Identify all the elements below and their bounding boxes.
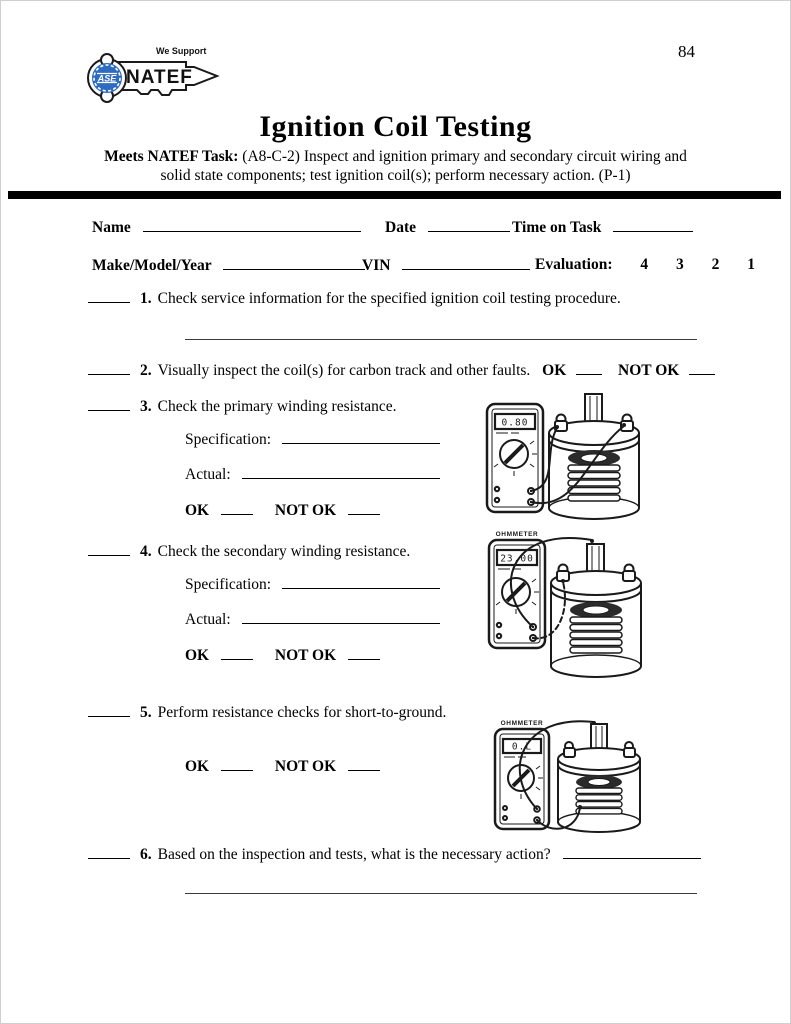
logo-support-text: We Support: [156, 46, 207, 56]
step-4-text: Check the secondary winding resistance.: [157, 543, 411, 560]
step-2-check-blank[interactable]: [88, 361, 130, 375]
step-5-ok-blank[interactable]: [221, 757, 253, 771]
step-3-check-blank[interactable]: [88, 397, 130, 411]
make-model-year-blank[interactable]: [223, 256, 365, 270]
page-number: 84: [678, 42, 695, 61]
step-4-specification-row: [185, 575, 440, 594]
step-1-answer-line[interactable]: [185, 339, 697, 340]
ase-text: ASE: [97, 73, 117, 84]
step-3-specification-label: Specification:: [185, 431, 272, 448]
evaluation-score-2[interactable]: 2: [711, 256, 720, 273]
vin-label: VIN: [362, 257, 391, 274]
step-4-ok-label: OK: [185, 647, 210, 664]
step-2-text: Visually inspect the coil(s) for carbon track and other faults.: [157, 362, 531, 379]
date-label: Date: [385, 219, 416, 236]
step-3-not-ok-label: NOT OK: [274, 502, 337, 519]
evaluation-label: Evaluation:: [535, 256, 613, 273]
step-5-ok-row: [185, 757, 380, 776]
vin-blank[interactable]: [402, 256, 530, 270]
vin-field: [362, 256, 530, 275]
page-title: Ignition Coil Testing: [259, 110, 532, 143]
step-5: 5. Perform resistance checks for short-to-ground.: [88, 703, 446, 722]
step-4-actual-blank[interactable]: [242, 610, 440, 624]
step-1-check-blank[interactable]: [88, 289, 130, 303]
evaluation-field: [535, 256, 755, 274]
task-line-1: Meets NATEF Task: (A8-C-2) Inspect and ignition primary and secondary circuit wiring and: [104, 148, 687, 165]
task-label: Meets NATEF Task:: [104, 148, 239, 165]
task-line-2: solid state components; test ignition coil(s); perform necessary action. (P-1): [160, 167, 631, 184]
step-4-ok-blank[interactable]: [221, 646, 253, 660]
step-4-check-blank[interactable]: [88, 542, 130, 556]
step-4-ok-row: [185, 646, 380, 665]
figure-secondary-winding-test: [486, 526, 650, 692]
step-3-ok-label: OK: [185, 502, 210, 519]
step-3-actual-blank[interactable]: [242, 465, 440, 479]
date-field: [385, 218, 510, 237]
ohmmeter-reading: 0.L: [511, 741, 533, 753]
step-3-specification-blank[interactable]: [282, 430, 440, 444]
step-3-text: Check the primary winding resistance.: [157, 398, 397, 415]
step-6: 6. Based on the inspection and tests, what is the necessary action?: [88, 845, 701, 864]
step-3-actual-label: Actual:: [185, 466, 231, 483]
step-1: 1. Check service information for the specified ignition coil testing procedure.: [88, 289, 621, 308]
step-5-check-blank[interactable]: [88, 703, 130, 717]
time-on-task-field: [512, 218, 693, 237]
step-4-actual-row: [185, 610, 440, 629]
step-5-not-ok-blank[interactable]: [348, 757, 380, 771]
evaluation-score-4[interactable]: 4: [640, 256, 649, 273]
time-on-task-blank[interactable]: [613, 218, 693, 232]
step-2-not-ok-blank[interactable]: [689, 361, 715, 375]
step-4-actual-label: Actual:: [185, 611, 231, 628]
name-label: Name: [92, 219, 131, 236]
evaluation-score-1[interactable]: 1: [747, 256, 756, 273]
step-5-ok-label: OK: [185, 758, 210, 775]
name-field: [92, 218, 361, 237]
step-3-not-ok-blank[interactable]: [348, 501, 380, 515]
step-4: 4. Check the secondary winding resistance.: [88, 542, 410, 561]
name-blank[interactable]: [143, 218, 361, 232]
step-2-ok-blank[interactable]: [576, 361, 602, 375]
step-3: 3. Check the primary winding resistance.: [88, 397, 397, 416]
step-4-specification-label: Specification:: [185, 576, 272, 593]
multimeter-reading: 0.80: [501, 417, 529, 429]
make-model-year-label: Make/Model/Year: [92, 257, 212, 274]
header-divider: [8, 191, 781, 199]
evaluation-score-3[interactable]: 3: [676, 256, 684, 273]
step-3-actual-row: [185, 465, 440, 484]
date-blank[interactable]: [428, 218, 510, 232]
step-5-text: Perform resistance checks for short-to-ground.: [157, 704, 447, 721]
step-1-text: Check service information for the specified ignition coil testing procedure.: [157, 290, 621, 307]
natef-task-statement: [0, 147, 791, 185]
ohmmeter-reading: 23.00: [500, 553, 534, 565]
step-4-not-ok-label: NOT OK: [274, 647, 337, 664]
natef-ase-logo: [84, 42, 226, 104]
ohmmeter-label: OHMMETER: [500, 720, 544, 727]
step-6-text: Based on the inspection and tests, what is the necessary action?: [157, 846, 551, 863]
step-6-answer-blank[interactable]: [563, 845, 701, 859]
figure-primary-winding-test: [484, 392, 646, 524]
step-3-specification-row: [185, 430, 440, 449]
step-3-ok-blank[interactable]: [221, 501, 253, 515]
make-model-year-field: [92, 256, 365, 275]
step-6-answer-line[interactable]: [185, 893, 697, 894]
natef-text: NATEF: [126, 67, 193, 88]
step-3-ok-row: [185, 501, 380, 520]
time-on-task-label: Time on Task: [512, 219, 602, 236]
step-4-not-ok-blank[interactable]: [348, 646, 380, 660]
step-2: 2. Visually inspect the coil(s) for carbon track and other faults. OK NOT OK: [88, 361, 715, 380]
step-2-ok-label: OK: [542, 362, 567, 379]
figure-short-to-ground-test: [492, 716, 650, 842]
step-5-not-ok-label: NOT OK: [274, 758, 337, 775]
step-6-check-blank[interactable]: [88, 845, 130, 859]
ohmmeter-label: OHMMETER: [495, 531, 539, 538]
step-2-not-ok-label: NOT OK: [618, 362, 680, 379]
step-4-specification-blank[interactable]: [282, 575, 440, 589]
